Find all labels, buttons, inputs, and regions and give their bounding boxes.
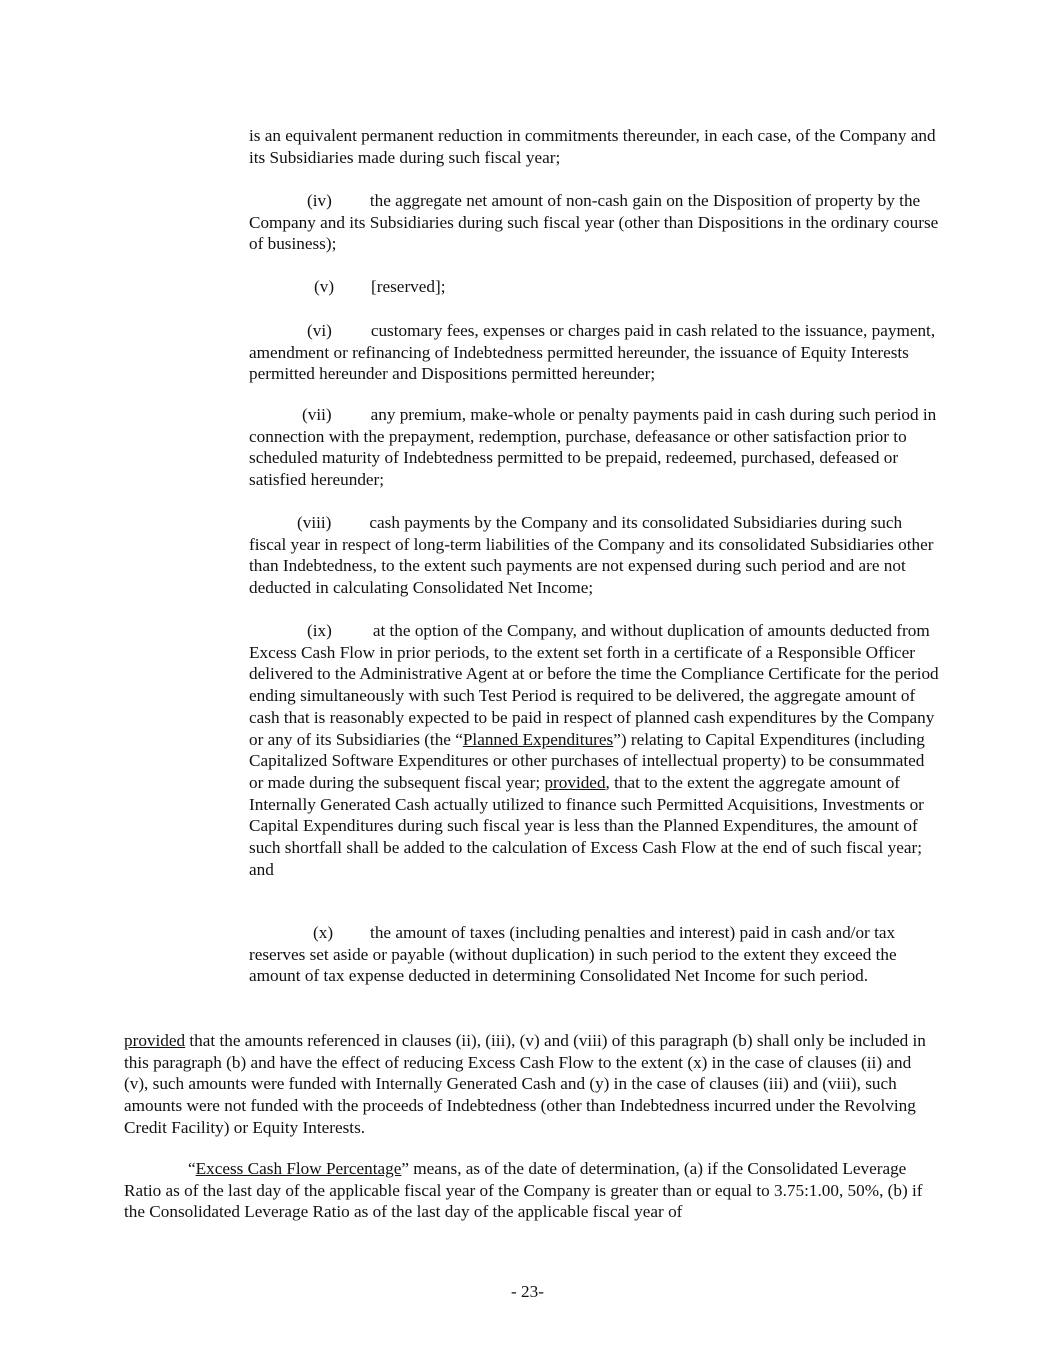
clause-iv (249, 190, 939, 255)
clause-v (249, 276, 939, 298)
defined-term-excess-cash-flow-percentage: Excess Cash Flow Percentage (195, 1159, 402, 1178)
clause-x (249, 922, 939, 987)
continuation-paragraph: is an equivalent permanent reduction in commitments thereunder, in each case, of the Company and its Subsidiaries made during such fiscal year; (249, 126, 936, 167)
clause-label: (x) (313, 923, 334, 942)
clause-label: (ix) (307, 621, 332, 640)
clause-viii (249, 512, 939, 599)
definition-paragraph: “Excess Cash Flow Percentage” means, as of the date of determination, (a) if the Consolidated Leverage Ratio as of the last day of the applicable fiscal year of the Company is greater than or equal to 3.75:1.00, 50%, (b) if the Consolidated Leverage Ratio as of the last day of the applicable fiscal year of (124, 1159, 923, 1222)
clause-vii (249, 404, 939, 491)
proviso-lead: provided (124, 1031, 186, 1050)
page-number: - 23- (511, 1282, 544, 1301)
clause-ix: (ix) at the option of the Company, and without duplication of amounts deducted from Excess Cash Flow in prior periods, to the extent set forth in a certificate of a Responsible Officer delivered to the Administrative Agent at or before the time the Compliance Certificate for the period ending simultaneously with such Test Period is required to be delivered, the aggregate amount of cash that is reasonably expected to be paid in respect of planned cash expenditures by the Company or any of its Subsidiaries (the “Planned Expenditures”) relating to Capital Expenditures (including Capitalized Software Expenditures or other purchases of intellectual property) to be consummated or made during the subsequent fiscal year; provided, that to the extent the aggregate amount of Internally Generated Cash actually utilized to finance such Permitted Acquisitions, Investments or Capital Expenditures during such fiscal year is less than the Planned Expenditures, the amount of such shortfall shall be added to the calculation of Excess Cash Flow at the end of such fiscal year; and (249, 621, 939, 879)
clause-text: cash payments by the Company and its consolidated Subsidiaries during such fiscal year in respect of long-term liabilities of the Company and its consolidated Subsidiaries other than Indebtedness, to the extent such payments are not expensed during such period and are not deducted in calculating Consolidated Net Income; (249, 513, 934, 598)
clause-label: (vii) (302, 405, 332, 424)
clause-label: (vi) (307, 321, 332, 340)
clause-text: at the option of the Company, and without duplication of amounts deducted from Excess Cash Flow in prior periods, to the extent set forth in a certificate of a Responsible Officer delivered to the Administrative Agent at or before the time the Compliance Certificate for the period ending simultaneously with such Test Period is required to be delivered, the aggregate amount of cash that is reasonably expected to be paid in respect of planned cash expenditures by the Company or any of its Subsidiaries (the “ (249, 621, 939, 749)
clause-label: (v) (314, 277, 335, 296)
clause-text: any premium, make-whole or penalty payments paid in cash during such period in connection with the prepayment, redemption, purchase, defeasance or other satisfaction prior to scheduled maturity of Indebtedness permitted to be prepaid, redeemed, purchased, defeased or satisfied hereunder; (249, 405, 937, 490)
proviso-paragraph: provided that the amounts referenced in clauses (ii), (iii), (v) and (viii) of this paragraph (b) shall only be included in this paragraph (b) and have the effect of reducing Excess Cash Flow to the extent (x) in the case of clauses (ii) and (v), such amounts were funded with Internally Generated Cash and (y) in the case of clauses (iii) and (viii), such amounts were not funded with the proceeds of Indebtedness (other than Indebtedness incurred under the Revolving Credit Facility) or Equity Interests. (124, 1031, 926, 1137)
clause-text: the aggregate net amount of non-cash gain on the Disposition of property by the Company and its Subsidiaries during such fiscal year (other than Dispositions in the ordinary course of business); (249, 191, 939, 254)
clause-label: (iv) (307, 191, 332, 210)
clause-label: (viii) (297, 513, 332, 532)
clause-text: customary fees, expenses or charges paid in cash related to the issuance, payment, amendment or refinancing of Indebtedness permitted hereunder, the issuance of Equity Interests permitted hereunder and Dispositions permitted hereunder; (249, 321, 936, 384)
clause-text: the amount of taxes (including penalties and interest) paid in cash and/or tax reserves set aside or payable (without duplication) in such period to the extent they exceed the amount of tax expense deducted in determining Consolidated Net Income for such period. (249, 923, 897, 986)
defined-term-planned-expenditures: Planned Expenditures (462, 729, 614, 749)
clause-vi (249, 320, 939, 385)
proviso-word: provided (544, 772, 606, 792)
clause-text: [reserved]; (371, 277, 446, 296)
